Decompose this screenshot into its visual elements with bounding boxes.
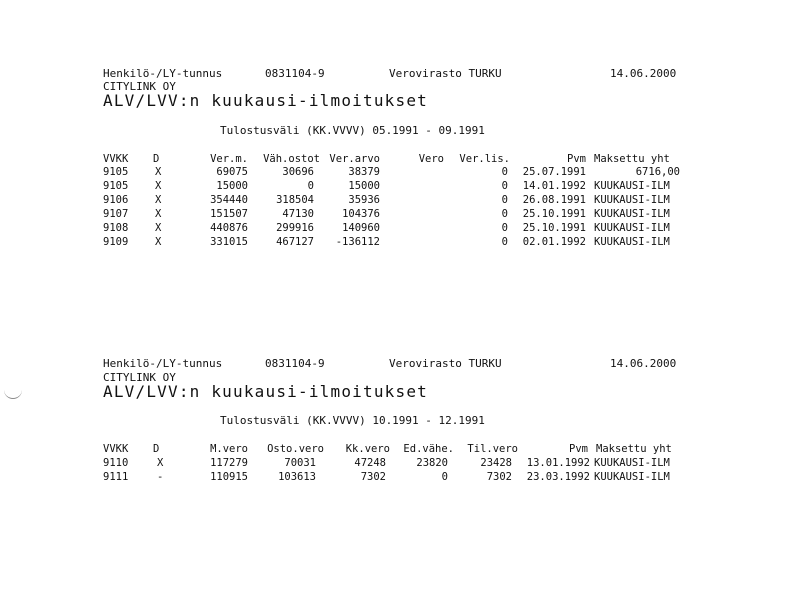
cell-d: - bbox=[157, 471, 164, 483]
col-header: Kk.vero bbox=[345, 443, 390, 455]
cell-verlis: 0 bbox=[501, 208, 508, 220]
company-name: CITYLINK OY bbox=[103, 80, 176, 93]
period-line: Tulostusväli (KK.VVVV) 10.1991 - 12.1991 bbox=[220, 414, 485, 427]
cell-vvkk: 9111 bbox=[103, 471, 129, 483]
cell-vahostot: 0 bbox=[307, 180, 314, 192]
id-label: Henkilö-/LY-tunnus bbox=[103, 357, 223, 370]
cell-verlis: 0 bbox=[501, 180, 508, 192]
cell-verarvo: 104376 bbox=[342, 208, 380, 220]
col-header: D bbox=[153, 443, 160, 455]
col-header: Ed.vähe. bbox=[403, 443, 454, 455]
cell-vvkk: 9109 bbox=[103, 236, 129, 248]
cell-d: X bbox=[155, 194, 162, 206]
cell-maksettu: KUUKAUSI-ILM bbox=[594, 222, 670, 234]
cell-ostovero: 103613 bbox=[278, 471, 316, 483]
col-header: Vero bbox=[418, 153, 444, 165]
cell-mvero: 117279 bbox=[210, 457, 248, 469]
cell-pvm: 02.01.1992 bbox=[522, 236, 586, 248]
cell-d: X bbox=[155, 236, 162, 248]
col-header: Ver.m. bbox=[210, 153, 248, 165]
cell-vvkk: 9105 bbox=[103, 180, 129, 192]
cell-vvkk: 9110 bbox=[103, 457, 129, 469]
cell-vvkk: 9106 bbox=[103, 194, 129, 206]
tax-office: Verovirasto TURKU bbox=[389, 67, 502, 80]
col-header: VVKK bbox=[103, 443, 129, 455]
cell-mvero: 110915 bbox=[210, 471, 248, 483]
col-header: Pvm bbox=[567, 153, 586, 165]
cell-verm: 15000 bbox=[216, 180, 248, 192]
cell-tilvero: 7302 bbox=[486, 471, 512, 483]
cell-vahostot: 467127 bbox=[276, 236, 314, 248]
cell-d: X bbox=[155, 222, 162, 234]
col-header: Ver.arvo bbox=[329, 153, 380, 165]
cell-vvkk: 9105 bbox=[103, 166, 129, 178]
col-header: Osto.vero bbox=[267, 443, 324, 455]
col-header: Maksettu yht bbox=[596, 443, 672, 455]
company-name: CITYLINK OY bbox=[103, 371, 176, 384]
cell-vahostot: 47130 bbox=[282, 208, 314, 220]
col-header: Väh.ostot bbox=[263, 153, 320, 165]
cell-pvm: 25.07.1991 bbox=[522, 166, 586, 178]
scan-artifact bbox=[4, 388, 22, 399]
cell-pvm: 14.01.1992 bbox=[522, 180, 586, 192]
cell-d: X bbox=[155, 180, 162, 192]
col-header: Pvm bbox=[569, 443, 588, 455]
cell-edvahe: 0 bbox=[441, 471, 448, 483]
cell-maksettu: 6716,00 bbox=[635, 166, 680, 178]
cell-verm: 331015 bbox=[210, 236, 248, 248]
cell-verarvo: 15000 bbox=[348, 180, 380, 192]
col-header: Til.vero bbox=[467, 443, 518, 455]
tax-office: Verovirasto TURKU bbox=[389, 357, 502, 370]
cell-pvm: 25.10.1991 bbox=[522, 208, 586, 220]
cell-verlis: 0 bbox=[501, 166, 508, 178]
cell-maksettu: KUUKAUSI-ILM bbox=[594, 194, 670, 206]
report-title: ALV/LVV:n kuukausi-ilmoitukset bbox=[103, 91, 428, 110]
cell-verlis: 0 bbox=[501, 194, 508, 206]
cell-pvm: 25.10.1991 bbox=[522, 222, 586, 234]
cell-maksettu: KUUKAUSI-ILM bbox=[594, 180, 670, 192]
col-header: M.vero bbox=[210, 443, 248, 455]
cell-verm: 440876 bbox=[210, 222, 248, 234]
cell-kkvero: 47248 bbox=[354, 457, 386, 469]
cell-vahostot: 30696 bbox=[282, 166, 314, 178]
cell-verlis: 0 bbox=[501, 236, 508, 248]
id-label: Henkilö-/LY-tunnus bbox=[103, 67, 223, 80]
cell-maksettu: KUUKAUSI-ILM bbox=[594, 208, 670, 220]
cell-d: X bbox=[155, 166, 162, 178]
cell-edvahe: 23820 bbox=[416, 457, 448, 469]
cell-verm: 151507 bbox=[210, 208, 248, 220]
col-header: Ver.lis. bbox=[459, 153, 510, 165]
report-date: 14.06.2000 bbox=[610, 357, 677, 370]
col-header: VVKK bbox=[103, 153, 129, 165]
cell-verm: 69075 bbox=[216, 166, 248, 178]
cell-verarvo: 38379 bbox=[348, 166, 380, 178]
cell-kkvero: 7302 bbox=[360, 471, 386, 483]
col-header: D bbox=[153, 153, 160, 165]
report-title: ALV/LVV:n kuukausi-ilmoitukset bbox=[103, 382, 428, 401]
cell-pvm: 13.01.1992 bbox=[526, 457, 590, 469]
period-line: Tulostusväli (KK.VVVV) 05.1991 - 09.1991 bbox=[220, 124, 485, 137]
cell-vvkk: 9108 bbox=[103, 222, 129, 234]
cell-maksettu: KUUKAUSI-ILM bbox=[594, 236, 670, 248]
cell-d: X bbox=[157, 457, 164, 469]
cell-verarvo: -136112 bbox=[335, 236, 380, 248]
cell-ostovero: 70031 bbox=[284, 457, 316, 469]
cell-tilvero: 23428 bbox=[480, 457, 512, 469]
cell-d: X bbox=[155, 208, 162, 220]
cell-vahostot: 318504 bbox=[276, 194, 314, 206]
id-value: 0831104-9 bbox=[265, 67, 325, 80]
report-date: 14.06.2000 bbox=[610, 67, 677, 80]
cell-pvm: 23.03.1992 bbox=[526, 471, 590, 483]
cell-maksettu: KUUKAUSI-ILM bbox=[594, 471, 670, 483]
cell-verarvo: 140960 bbox=[342, 222, 380, 234]
cell-vahostot: 299916 bbox=[276, 222, 314, 234]
cell-maksettu: KUUKAUSI-ILM bbox=[594, 457, 670, 469]
cell-verm: 354440 bbox=[210, 194, 248, 206]
cell-verlis: 0 bbox=[501, 222, 508, 234]
col-header: Maksettu yht bbox=[594, 153, 670, 165]
cell-pvm: 26.08.1991 bbox=[522, 194, 586, 206]
id-value: 0831104-9 bbox=[265, 357, 325, 370]
cell-verarvo: 35936 bbox=[348, 194, 380, 206]
cell-vvkk: 9107 bbox=[103, 208, 129, 220]
